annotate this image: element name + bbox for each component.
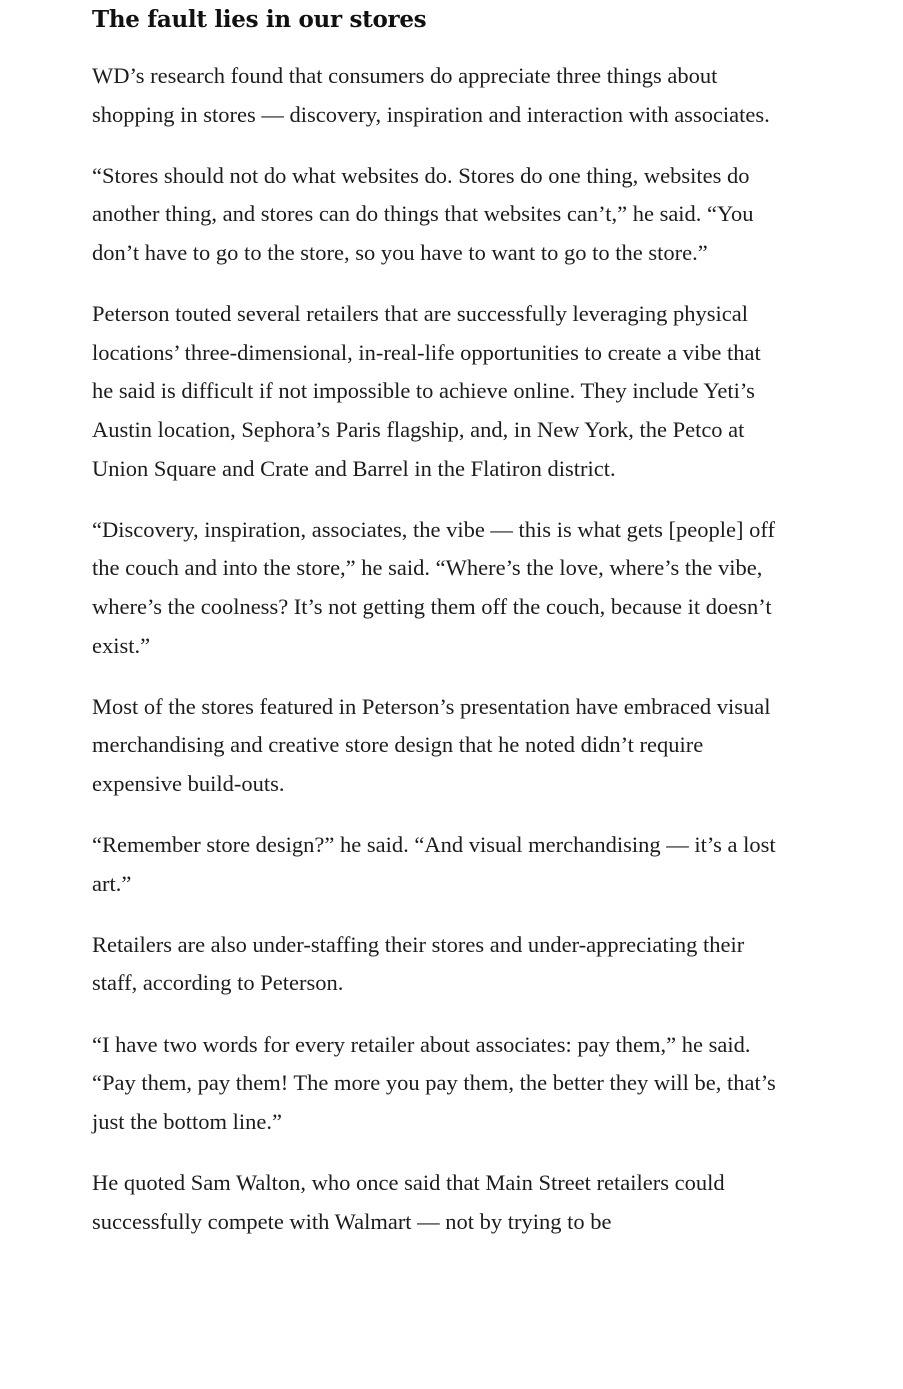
article-paragraph: “Discovery, inspiration, associates, the vibe — this is what gets [people] off the couch and into the store,” he said. “Where’s the love, where’s the vibe, where’s the coolness? It’s not getting them off the couch, because it doesn’t exist.”	[92, 516, 775, 658]
article-paragraph: Retailers are also under-staffing their stores and under-appreciating their staff, according to Peterson.	[92, 931, 745, 996]
article-paragraph: Most of the stores featured in Peterson’s presentation have embraced visual merchandising and creative store design that he noted didn’t require expensive build-outs.	[92, 693, 771, 796]
article-body	[92, 0, 782, 1241]
article-paragraph: Peterson touted several retailers that are successfully leveraging physical locations’ three-dimensional, in-real-life opportunities to create a vibe that he said is difficult if not impossible to achieve online. They include Yeti’s Austin location, Sephora’s Paris flagship, and, in New York, the Petco at Union Square and Crate and Barrel in the Flatiron district.	[92, 301, 761, 481]
article-paragraph: He quoted Sam Walton, who once said that Main Street retailers could successfully compete with Walmart — not by trying to be	[92, 1170, 725, 1234]
article-paragraph: “Remember store design?” he said. “And visual merchandising — it’s a lost art.”	[92, 832, 776, 896]
article-paragraph: “Stores should not do what websites do. Stores do one thing, websites do another thing, and stores can do things that websites can’t,” he said. “You don’t have to go to the store, so you have to want to go to the store.”	[92, 162, 754, 265]
article-paragraph: “I have two words for every retailer about associates: pay them,” he said. “Pay them, pay them! The more you pay them, the better they will be, that’s just the bottom line.”	[92, 1031, 776, 1134]
article-paragraph: WD’s research found that consumers do appreciate three things about shopping in stores — discovery, inspiration and interaction with associates.	[92, 63, 770, 127]
section-heading: The fault lies in our stores	[92, 6, 427, 33]
